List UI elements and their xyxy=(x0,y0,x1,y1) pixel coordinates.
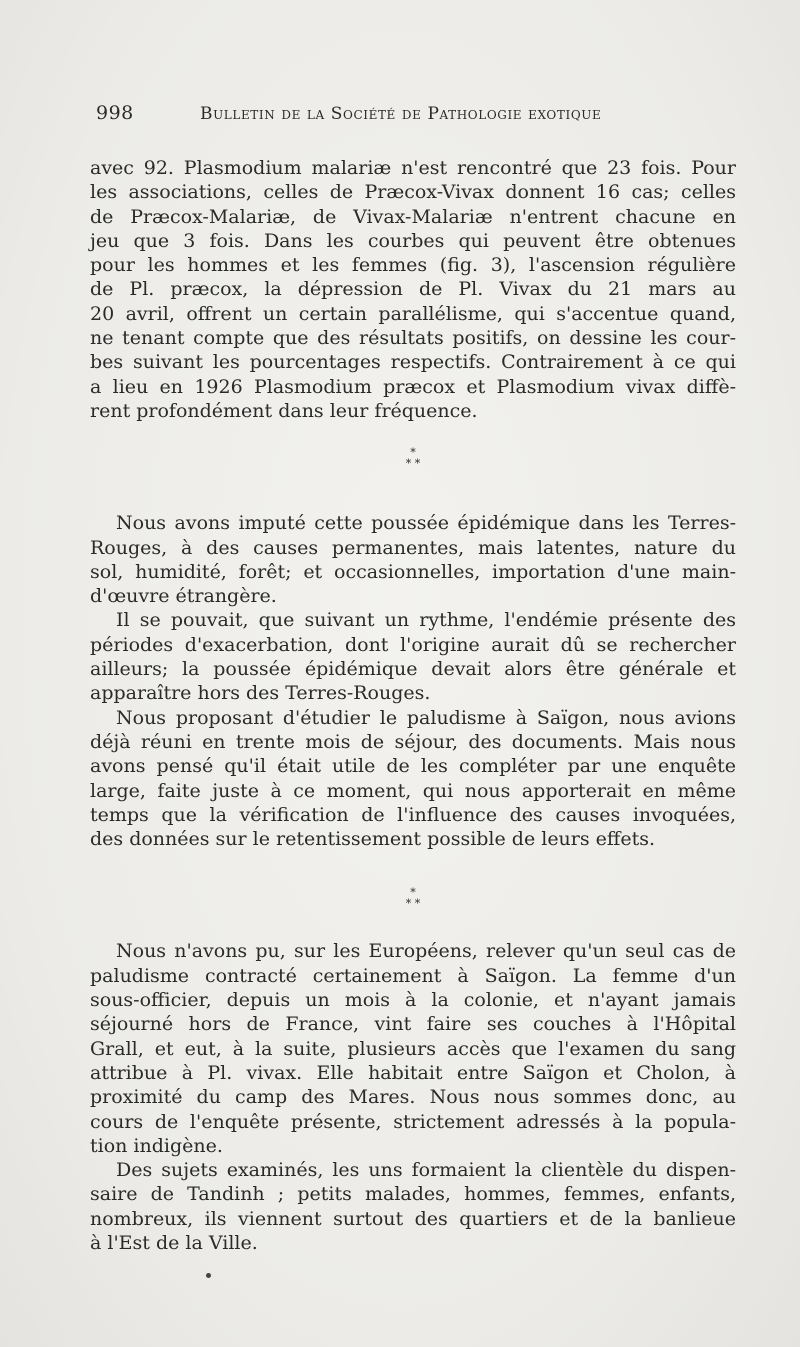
text-line: Des sujets examinés, les uns formaient la clientèle du dispen- xyxy=(116,1159,736,1182)
text-line: jeu que 3 fois. Dans les courbes qui peuvent être obtenues xyxy=(90,229,736,252)
section-separator xyxy=(90,447,736,469)
text-line: paludisme contracté certainement à Saïgon. La femme d'un xyxy=(90,964,736,987)
text-line: ailleurs; la poussée épidémique devait alors être générale et xyxy=(90,658,736,681)
text-line: périodes d'exacerbation, dont l'origine aurait dû se rechercher xyxy=(90,633,736,656)
text-line: de Pl. præcox, la dépression de Pl. Vivax du 21 mars au xyxy=(90,278,736,301)
text-line: proximité du camp des Mares. Nous nous sommes donc, au xyxy=(90,1086,736,1109)
running-title: Bulletin de la Société de Pathologie exotique xyxy=(200,104,602,124)
paragraph xyxy=(90,1158,736,1255)
text-line: de Præcox-Malariæ, de Vivax-Malariæ n'entrent chacune en xyxy=(90,205,736,228)
text-line: Nous proposant d'étudier le paludisme à Saïgon, nous avions xyxy=(116,706,736,729)
text-line: Grall, et eut, à la suite, plusieurs accès que l'examen du sang xyxy=(90,1037,736,1060)
section-saigon-survey xyxy=(90,939,736,1255)
separator-top-star: * xyxy=(410,886,416,900)
paragraph-plasmodium-stats xyxy=(90,156,736,423)
text-line: cours de l'enquête présente, strictement adressés à la popula- xyxy=(90,1110,736,1133)
separator-bottom-stars: * * xyxy=(405,457,421,471)
paragraph xyxy=(90,608,736,705)
text-line: déjà réuni en trente mois de séjour, des documents. Mais nous xyxy=(90,730,736,753)
paragraph xyxy=(90,511,736,608)
text-line: sous-officier, depuis un mois à la colonie, et n'ayant jamais xyxy=(90,989,736,1012)
section-epidemic-causes xyxy=(90,511,736,851)
paragraph xyxy=(90,706,736,852)
text-line: les associations, celles de Præcox-Vivax donnent 16 cas; celles xyxy=(90,181,736,204)
text-line: a lieu en 1926 Plasmodium præcox et Plasmodium vivax diffè- xyxy=(90,375,736,398)
text-line: Nous avons imputé cette poussée épidémique dans les Terres- xyxy=(116,512,736,535)
text-line: pour les hommes et les femmes (fig. 3), l'ascension régulière xyxy=(90,254,736,277)
text-line: temps que la vérification de l'influence des causes invoquées, xyxy=(90,803,736,826)
text-line: des données sur le retentissement possible de leurs effets. xyxy=(90,828,656,851)
text-line: avec 92. Plasmodium malariæ n'est rencontré que 23 fois. Pour xyxy=(90,157,736,179)
text-line: saire de Tandinh ; petits malades, hommes, femmes, enfants, xyxy=(90,1183,736,1206)
separator-top-star: * xyxy=(410,446,416,460)
text-line: Rouges, à des causes permanentes, mais latentes, nature du xyxy=(90,536,736,559)
text-line: 20 avril, offrent un certain parallélisme, qui s'accentue quand, xyxy=(90,302,736,325)
ink-speck xyxy=(206,1273,211,1278)
text-line: avons pensé qu'il était utile de les compléter par une enquête xyxy=(90,755,736,778)
text-line: attribue à Pl. vivax. Elle habitait entre Saïgon et Cholon, à xyxy=(90,1061,736,1084)
text-line: Il se pouvait, que suivant un rythme, l'endémie présente des xyxy=(116,609,736,632)
body-text xyxy=(90,156,736,1255)
text-line: à l'Est de la Ville. xyxy=(90,1231,258,1254)
text-line: rent profondément dans leur fréquence. xyxy=(90,399,478,422)
text-line: ne tenant compte que des résultats positifs, on dessine les cour- xyxy=(90,327,736,350)
text-line: nombreux, ils viennent surtout des quartiers et de la banlieue xyxy=(90,1207,736,1230)
text-line: séjourné hors de France, vint faire ses couches à l'Hôpital xyxy=(90,1013,736,1036)
separator-bottom-stars: * * xyxy=(405,897,421,911)
text-line: Nous n'avons pu, sur les Européens, relever qu'un seul cas de xyxy=(116,940,736,963)
text-line: apparaître hors des Terres-Rouges. xyxy=(90,682,431,705)
text-line: d'œuvre étrangère. xyxy=(90,585,277,608)
text-line: bes suivant les pourcentages respectifs. Contrairement à ce qui xyxy=(90,351,736,374)
text-line: tion indigène. xyxy=(90,1134,223,1157)
text-line: sol, humidité, forêt; et occasionnelles, importation d'une main- xyxy=(90,560,736,583)
page-header xyxy=(96,102,736,132)
section-separator xyxy=(90,887,736,909)
text-line: large, faite juste à ce moment, qui nous apporterait en même xyxy=(90,779,736,802)
paragraph xyxy=(90,939,736,1158)
page-number: 998 xyxy=(96,102,134,124)
